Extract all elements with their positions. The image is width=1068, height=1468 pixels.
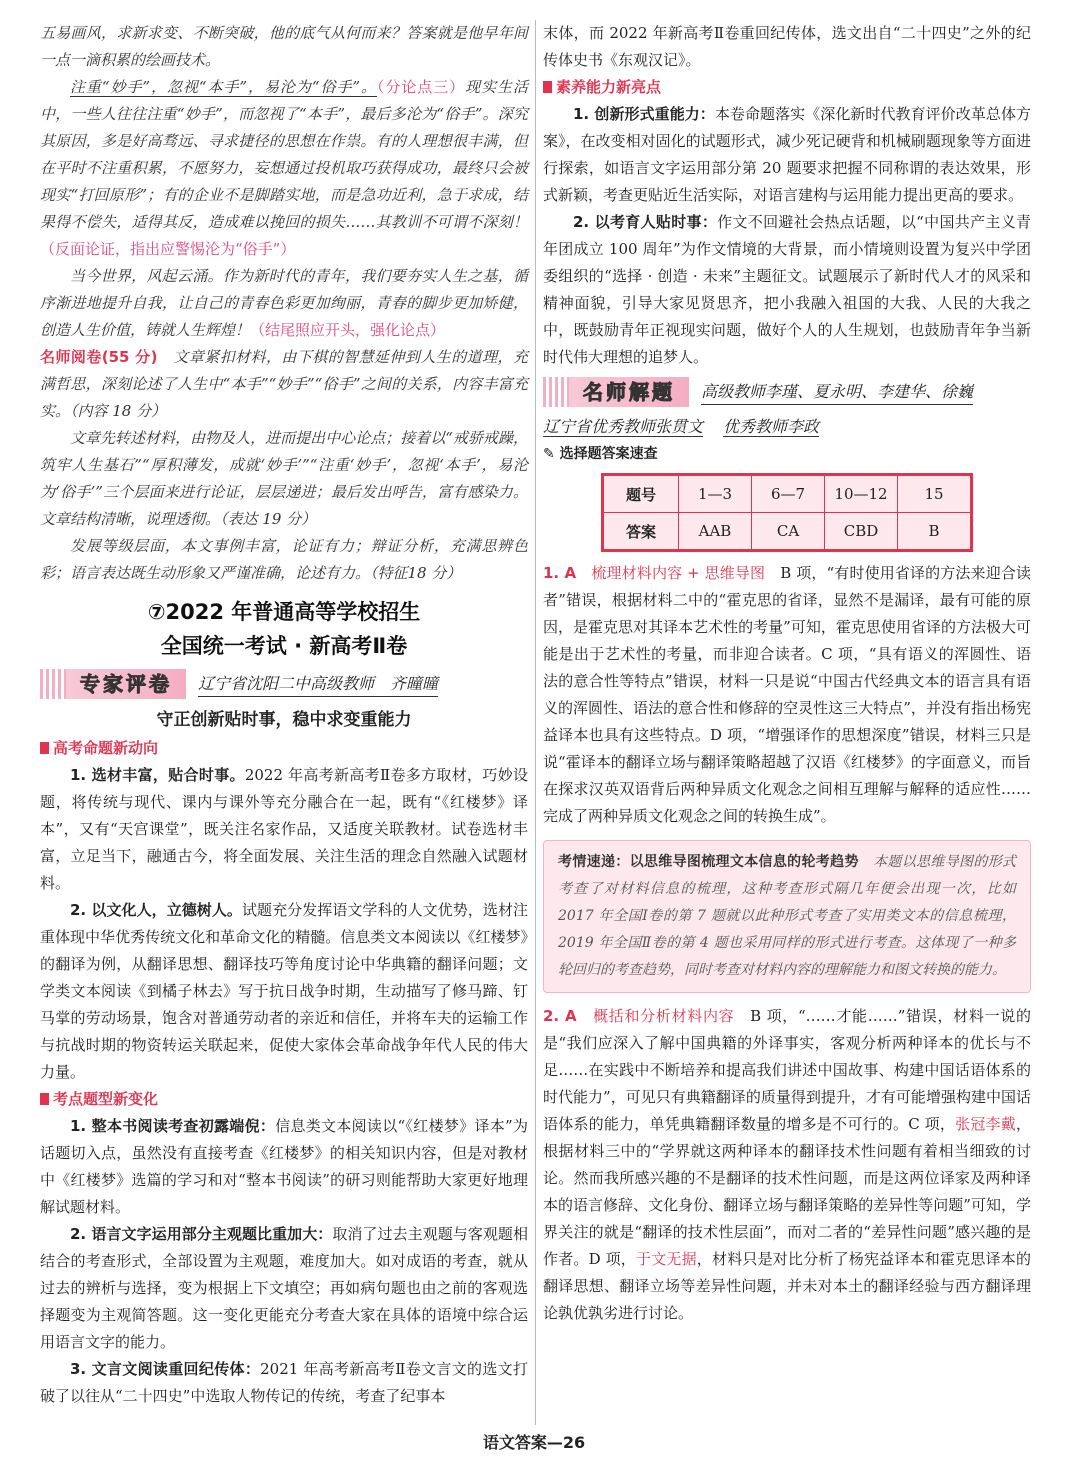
question-tag: 概括和分析材料内容 [593,1007,735,1025]
sub-argument: 注重“妙手”，忽视“本手”，易沦为“俗手”。 [70,78,377,96]
point-text: 取消了过去主观题与客观题相结合的考查形式，全部设置为主观题，难度加大。如对成语的考查，就从过去的辨析与选择，变为根据上下文填空；再如病句题也由之前的客观选择题变为主观简答题。这一变化更能充分考查大家在具体的语境中综合运用语言文字的能力。 [40,1225,528,1351]
teacher-banner-label: 名师解题 [569,377,689,407]
table-cell: 10—12 [825,475,898,513]
section-heading [40,735,528,762]
table-row [603,475,972,513]
question-number: 1. A [543,564,577,582]
answer-text: ，材料只是对比分析了杨宪益译本和霍克思译本的翻译思想、翻译立场等差异性问题，并未对本土的翻译经验与西方翻译理论孰优孰劣进行讨论。 [543,1250,1031,1322]
body-paragraph [40,897,528,1086]
table-cell: CBD [825,513,898,551]
annotation: （结尾照应开头，强化论点） [250,321,446,339]
review-text: 文章紧扣材料，由下棋的智慧延伸到人生的道理，充满哲思，深刻论述了人生中“本手”“妙手”“俗手”之间的关系，内容丰富充实。（内容 18 分） [40,348,528,420]
highlight-text: 于文无据 [636,1250,697,1268]
point-heading: 1. 创新形式重能力： [573,105,715,123]
left-column [40,20,528,1410]
table-cell: 6—7 [752,475,825,513]
answer-text: B 项，“有时使用省译的方法来迎合读者”错误，根据材料二中的“霍克思的省译，显然不是漏译，最有可能的原因，是霍克思对其译本艺术性的考量”可知，霍克思使用省译的方法极大可能是出于艺术性的考量，而非迎合读者。C 项，“具有语义的浑圆性、语法的意合性等特点”错误，材料一只是说“中国古代经典文本的语言具有语义的浑圆性、语法的意合性和修辞的空灵性这三大特点”，并没有指出杨宪益译本也具有这些特点。D 项，“增强译作的思想深度”错误，材料三只是说“霍译本的翻译立场与翻译策略超越了汉语《红楼梦》的字面意义，而旨在探求汉英双语背后两种异质文化观念之间相互理解与解释的适应性……完成了两种异质文化观念之间的转换生成”。 [543,564,1031,825]
tip-text: 本题以思维导图的形式考查了对材料信息的梳理，这种考查形式隔几年便会出现一次，比如 2017 年全国Ⅰ卷的第 7 题就以此种形式考查了实用类文本的信息梳理，2019 年全国Ⅱ卷的第 4 题也采用同样的形式进行考查。这体现了一种多轮回归的考查趋势，同时考查对材料内容的理解能力和图文转换的能力。 [558,854,1017,978]
table-cell: 1—3 [679,475,752,513]
body-paragraph [40,762,528,897]
point-heading: 2. 以考育人贴时事： [573,213,718,231]
point-heading: 3. 文言文阅读重回纪传体： [70,1360,261,1378]
quick-check-label: 选择题答案速查 [559,446,658,462]
expert-banner [40,667,528,701]
square-bullet-icon [40,1093,49,1105]
exam-title-line1: ⑦2022 年普通高等学校招生 [147,600,421,624]
point-text: 2021 年高考新高考Ⅱ卷文言文的选文打破了以往从“二十四史”中选取人物传记的传统，考查了纪事本 [40,1360,529,1405]
question-tag: 梳理材料内容 + 思维导图 [591,564,766,582]
page-footer: 语文答案—26 [482,1433,586,1452]
section-heading-text: 素养能力新亮点 [556,78,662,96]
teacher-name: 辽宁省优秀教师张贯文 [543,417,704,436]
essay-title: 守正创新贴时事，稳中求变重能力 [156,710,412,730]
body-paragraph: 末体，而 2022 年新高考Ⅱ卷重回纪传体，选文出自“二十四史”之外的纪传体史书《东观汉记》。 [543,24,1031,69]
point-text: 信息类文本阅读以“《红楼梦》译本”为话题切入点，虽然没有直接考查《红楼梦》的相关知识内容，但是对教材中《红楼梦》选篇的学习和对“整本书阅读”的研习则能帮助大家更好地理解试题材料。 [40,1117,528,1216]
table-header: 题号 [603,475,679,513]
body-paragraph [543,209,1031,371]
table-row [603,513,972,551]
body-paragraph [40,1356,528,1410]
banner-stripes [40,669,66,699]
highlight-text: 张冠李戴 [955,1115,1016,1133]
answer-table [601,473,973,552]
quick-check-heading [543,441,1031,467]
review-paragraph: 文章先转述材料，由物及人，进而提出中心论点；接着以“戒骄戒躁，筑牢人生基石”“厚积薄发，成就‘妙手’”“注重‘妙手’，忽视‘本手’，易沦为‘俗手’”三个层面来进行论证，层层递进；最后发出呼告，富有感染力。文章结构清晰，说理透彻。（表达 19 分） [40,429,528,528]
tip-title: 考情速递：以思维导图梳理文本信息的轮考趋势 [558,854,859,870]
body-paragraph [543,101,1031,209]
point-heading: 2. 语言文字运用部分主观题比重加大： [70,1225,333,1243]
right-column [543,20,1031,1327]
review-label: 名师阅卷(55 分) [40,348,158,366]
answer-paragraph [543,560,1031,830]
annotation: （分论点三） [376,78,466,96]
expert-teacher: 辽宁省沈阳二中高级教师 齐曈曈 [198,672,438,697]
section-heading-text: 考点题型新变化 [53,1090,159,1108]
essay-paragraph: 五易画风，求新求变、不断突破，他的底气从何而来？答案就是他早年间一点一滴积累的绘画技术。 [40,24,528,69]
answer-paragraph [543,1003,1031,1327]
teacher-banner [543,375,1031,409]
section-heading-text: 高考命题新动向 [53,739,159,757]
review-paragraph [40,344,528,425]
table-cell: CA [752,513,825,551]
section-heading [543,74,1031,101]
teacher-list-2 [543,413,1031,441]
teacher-name: 优秀教师李政 [723,417,820,436]
point-text: 2022 年高考新高考Ⅱ卷多方取材，巧妙设题，将传统与现代、课内与课外等充分融合在一起，既有“《红楼梦》译本”，又有“天宫课堂”，既关注名家作品，又适度关联教材。试卷选材丰富，立足当下，融通古今，将全面发展、关注生活的理念自然融入试题材料。 [40,766,529,892]
table-cell: B [898,513,972,551]
body-paragraph [40,1221,528,1356]
table-cell: 15 [898,475,972,513]
question-number: 2. A [543,1007,577,1025]
section-heading [40,1086,528,1113]
tip-box [543,840,1031,993]
point-text: 作文不回避社会热点话题，以“中国共产主义青年团成立 100 周年”为作文情境的大背景，而小情境则设置为复兴中学团委组织的“选择 · 创造 · 未来”主题征文。试题展示了新时代人才的风采和精神面貌，引导大家见贤思齐，把小我融入祖国的大我、人民的大我之中，既鼓励青年正视现实问题，做好个人的人生规划，也鼓励青年争当新时代伟大理想的追梦人。 [543,213,1032,366]
essay-paragraph [40,74,528,263]
point-heading: 2. 以文化人，立德树人。 [70,901,242,919]
banner-stripes [543,377,569,407]
point-heading: 1. 整本书阅读考查初露端倪： [70,1117,276,1135]
essay-text: 当今世界，风起云涌。作为新时代的青年，我们要夯实人生之基，循序渐进地提升自我，让自己的青春色彩更加绚丽，青春的脚步更加矫健，创造人生价值，铸就人生辉煌！ [40,267,528,339]
square-bullet-icon [543,81,552,93]
point-heading: 1. 选材丰富，贴合时事。 [70,766,245,784]
point-text: 试题充分发挥语文学科的人文优势，选材注重体现中华优秀传统文化和革命文化的精髓。信息类文本阅读以《红楼梦》的翻译为例，从翻译思想、翻译技巧等角度讨论中华典籍的翻译问题；文学类文本阅读《到橘子林去》写于抗日战争时期，生动描写了修马蹄、钉马掌的劳动场景，饱含对普通劳动者的亲近和信任，并将车夫的运输工作与抗战时期的物资转运关联起来，促使大家体会革命战争年代人民的伟大力量。 [40,901,528,1081]
exam-title-line2: 全国统一考试 · 新高考Ⅱ卷 [160,634,408,658]
table-header: 答案 [603,513,679,551]
column-divider [535,20,536,1425]
tip-paragraph [558,849,1016,984]
answer-text: ，根据材料三中的“学界就这两种译本的翻译技术性问题有着相当细致的讨论。然而我所感兴趣的不是翻译的技术性问题，而是这两位译家及两种译本的语言修辞、文化身份、翻译立场与翻译策略的差异性等问题”可知，学界关注的就是“翻译的技术性层面”，而对二者的“差异性问题”感兴趣的是作者。D 项， [543,1115,1031,1268]
pencil-icon: ✎ [543,446,560,462]
annotation: （反面论证，指出应警惕沦为“俗手”） [40,240,296,258]
point-text: 本卷命题落实《深化新时代教育评价改革总体方案》，在改变相对固化的试题形式，减少死记硬背和机械刷题现象等方面进行探索，如语言文字运用部分第 20 题要求把握不同称谓的表达效果，形式新颖，考查更贴近生活实际，对语言建构与运用能力提出更高的要求。 [543,105,1031,204]
body-paragraph [40,1113,528,1221]
teacher-list: 高级教师李瑾、夏永明、李建华、徐巍 [701,380,973,405]
expert-banner-label: 专家评卷 [66,669,186,699]
table-cell: AAB [679,513,752,551]
square-bullet-icon [40,742,49,754]
review-paragraph: 发展等级层面，本文事例丰富，论证有力；辩证分析，充满思辨色彩；语言表达既生动形象又严谨准确，论述有力。（特征18 分） [40,537,528,582]
essay-paragraph [40,263,528,344]
essay-text: 现实生活中，一些人往往注重“妙手”，而忽视了“本手”，最后多沦为“俗手”。深究其原因，多是好高骛远、寻求捷径的思想在作祟。有的人理想很丰满，但在平时不注重积累，不愿努力，妄想通过投机取巧获得成功，最终只会被现实“打回原形”；有的企业不是脚踏实地，而是急功近利，急于求成，结果得不偿失，适得其反，造成难以挽回的损失……其教训不可谓不深刻！ [40,78,528,231]
answer-text: B 项，“……才能……”错误，材料一说的是“我们应深入了解中国典籍的外译事实，客观分析两种译本的优长与不足……在实践中不断培养和提高我们讲述中国故事、构建中国话语体系的时代能力”，可见只有典籍翻译的质量得到提升，才有可能增强构建中国话语体系的能力，单凭典籍翻译数量的增多是不可行的。C 项， [543,1007,1031,1133]
